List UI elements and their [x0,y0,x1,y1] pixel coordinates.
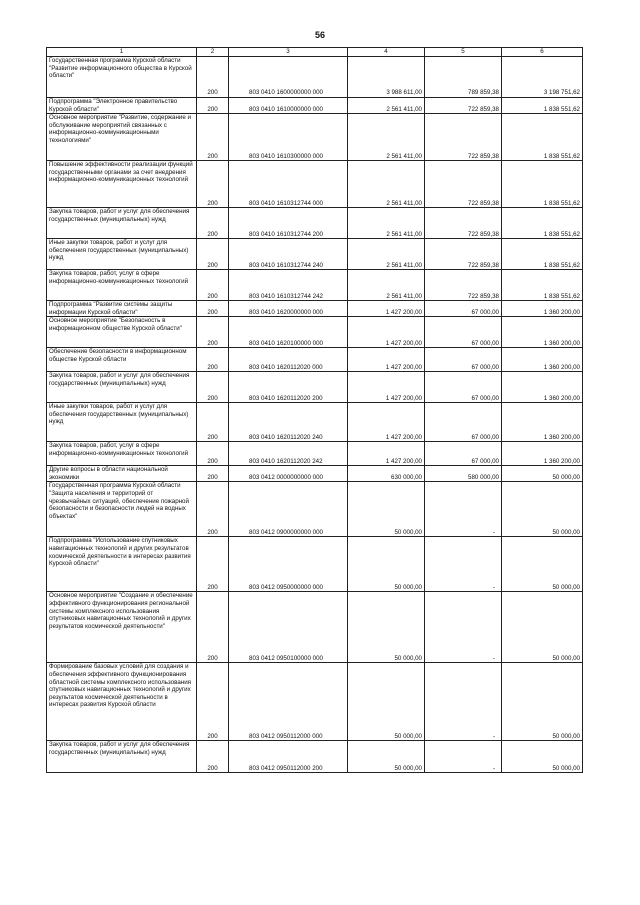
table-row [47,208,583,239]
row-value-col6: 1 360 200,00 [502,348,583,372]
row-name: Основное мероприятие "Создание и обеспечение эффективного функционирования региональной системы комплексного использования спутниковых навигационных технологий и других результатов космической деятельности" [47,592,197,663]
row-value-col5: - [425,741,502,773]
row-value-col4: 1 427 200,00 [348,317,425,348]
table-row [47,482,583,537]
row-name: Закупка товаров, работ, услуг в сфере информационно-коммуникационных технологий [47,442,197,466]
row-code-200: 200 [197,537,229,592]
row-value-col4: 2 561 411,00 [348,208,425,239]
row-code-200: 200 [197,372,229,403]
row-value-col6: 1 360 200,00 [502,301,583,317]
row-value-col6: 1 838 551,62 [502,208,583,239]
row-value-col5: 722 859,38 [425,270,502,301]
row-classification-code: 803 0410 1610312744 242 [229,270,348,301]
header-row [47,48,583,57]
row-name: Подпрограмма "Развитие системы защиты информации Курской области" [47,301,197,317]
row-classification-code: 803 0410 1610312744 240 [229,239,348,270]
row-value-col5: - [425,482,502,537]
row-code-200: 200 [197,403,229,442]
row-name: Закупка товаров, работ и услуг для обеспечения государственных (муниципальных) нужд [47,208,197,239]
row-value-col5: 67 000,00 [425,403,502,442]
row-value-col5: 722 859,38 [425,114,502,161]
table-row [47,114,583,161]
table-row [47,161,583,208]
row-classification-code: 803 0410 1620112020 200 [229,372,348,403]
row-value-col4: 2 561 411,00 [348,98,425,114]
row-value-col4: 3 988 611,00 [348,57,425,98]
row-value-col4: 2 561 411,00 [348,114,425,161]
row-name: Обеспечение безопасности в информационном обществе Курской области [47,348,197,372]
table-row [47,403,583,442]
row-value-col6: 1 360 200,00 [502,442,583,466]
row-value-col5: 67 000,00 [425,442,502,466]
row-value-col4: 1 427 200,00 [348,372,425,403]
row-value-col6: 3 198 751,62 [502,57,583,98]
table-row [47,741,583,773]
table-row [47,98,583,114]
row-value-col4: 50 000,00 [348,663,425,741]
row-value-col6: 1 360 200,00 [502,372,583,403]
row-name: Основное мероприятие "Безопасность в информационном обществе Курской области" [47,317,197,348]
row-name: Государственная программа Курской области "Защита населения и территорий от чрезвычайных ситуаций, обеспечение пожарной безопасности и безопасности людей на водных объектах" [47,482,197,537]
row-value-col5: 580 000,00 [425,466,502,482]
table-body [47,57,583,773]
row-value-col5: 67 000,00 [425,372,502,403]
row-code-200: 200 [197,348,229,372]
row-classification-code: 803 0410 1610312744 200 [229,208,348,239]
row-value-col5: - [425,663,502,741]
row-value-col4: 1 427 200,00 [348,301,425,317]
row-name: Закупка товаров, работ, услуг в сфере информационно-коммуникационных технологий [47,270,197,301]
table-row [47,537,583,592]
row-code-200: 200 [197,663,229,741]
page-number: 56 [314,30,325,40]
row-classification-code: 803 0412 0950112000 200 [229,741,348,773]
row-value-col5: - [425,592,502,663]
row-code-200: 200 [197,741,229,773]
row-value-col6: 1 838 551,62 [502,114,583,161]
row-value-col6: 50 000,00 [502,466,583,482]
row-value-col6: 50 000,00 [502,663,583,741]
row-value-col6: 1 360 200,00 [502,317,583,348]
row-classification-code: 803 0412 0900000000 000 [229,482,348,537]
row-value-col5: 67 000,00 [425,301,502,317]
row-value-col6: 1 838 551,62 [502,98,583,114]
row-code-200: 200 [197,239,229,270]
column-header-1: 1 [47,48,197,57]
row-classification-code: 803 0410 1600000000 000 [229,57,348,98]
row-value-col6: 50 000,00 [502,592,583,663]
row-code-200: 200 [197,592,229,663]
row-value-col4: 1 427 200,00 [348,403,425,442]
table-row [47,301,583,317]
row-code-200: 200 [197,301,229,317]
row-value-col5: 789 859,38 [425,57,502,98]
row-value-col4: 630 000,00 [348,466,425,482]
row-value-col4: 2 561 411,00 [348,239,425,270]
row-value-col4: 50 000,00 [348,592,425,663]
row-value-col5: 722 859,38 [425,208,502,239]
row-name: Закупка товаров, работ и услуг для обеспечения государственных (муниципальных) нужд [47,741,197,773]
row-value-col4: 2 561 411,00 [348,161,425,208]
column-header-4: 4 [348,48,425,57]
table-row [47,663,583,741]
table-row [47,592,583,663]
table-row [47,270,583,301]
row-value-col6: 50 000,00 [502,537,583,592]
row-code-200: 200 [197,114,229,161]
row-name: Повышение эффективности реализации функций государственными органами за счет внедрения информационно-коммуникационных технологий [47,161,197,208]
row-value-col4: 50 000,00 [348,482,425,537]
row-code-200: 200 [197,466,229,482]
row-name: Другие вопросы в области национальной экономики [47,466,197,482]
row-classification-code: 803 0412 0000000000 000 [229,466,348,482]
row-classification-code: 803 0410 1610300000 000 [229,114,348,161]
row-classification-code: 803 0412 0950112000 000 [229,663,348,741]
row-value-col6: 50 000,00 [502,741,583,773]
row-name: Подпрограмма "Электронное правительство Курской области" [47,98,197,114]
column-header-5: 5 [425,48,502,57]
row-name: Формирование базовых условий для создания и обеспечения эффективного функционирования областной системы комплексного использования спутниковых навигационных технологий и других результатов космической деятельности в интересах развития Курской области [47,663,197,741]
row-value-col6: 1 360 200,00 [502,403,583,442]
row-classification-code: 803 0412 0950100000 000 [229,592,348,663]
table-row [47,466,583,482]
row-classification-code: 803 0410 1620000000 000 [229,301,348,317]
row-code-200: 200 [197,98,229,114]
row-classification-code: 803 0410 1620100000 000 [229,317,348,348]
row-value-col5: 67 000,00 [425,317,502,348]
budget-table [46,47,583,773]
row-name: Основное мероприятие "Развитие, содержание и обслуживание мероприятий связанных с информационно-коммуникационными технологиями" [47,114,197,161]
table-header [47,48,583,57]
table-row [47,372,583,403]
row-code-200: 200 [197,57,229,98]
row-classification-code: 803 0410 1610000000 000 [229,98,348,114]
row-value-col5: 722 859,38 [425,98,502,114]
row-value-col4: 50 000,00 [348,741,425,773]
row-value-col4: 50 000,00 [348,537,425,592]
row-classification-code: 803 0410 1620112020 240 [229,403,348,442]
row-value-col6: 50 000,00 [502,482,583,537]
row-code-200: 200 [197,161,229,208]
table-row [47,348,583,372]
row-name: Иные закупки товаров, работ и услуг для обеспечения государственных (муниципальных) нужд [47,239,197,270]
row-code-200: 200 [197,482,229,537]
table-row [47,57,583,98]
row-value-col5: 722 859,38 [425,161,502,208]
row-code-200: 200 [197,208,229,239]
row-classification-code: 803 0410 1620112020 000 [229,348,348,372]
row-code-200: 200 [197,270,229,301]
row-name: Иные закупки товаров, работ и услуг для обеспечения государственных (муниципальных) нужд [47,403,197,442]
row-code-200: 200 [197,442,229,466]
table-row [47,239,583,270]
row-name: Подпрограмма "Использование спутниковых навигационных технологий и других результатов космической деятельности в интересах развития Курской области" [47,537,197,592]
table-row [47,442,583,466]
column-header-6: 6 [502,48,583,57]
row-value-col6: 1 838 551,62 [502,239,583,270]
row-value-col5: 67 000,00 [425,348,502,372]
row-value-col6: 1 838 551,62 [502,161,583,208]
row-value-col5: 722 859,38 [425,239,502,270]
row-classification-code: 803 0410 1620112020 242 [229,442,348,466]
column-header-3: 3 [229,48,348,57]
row-value-col5: - [425,537,502,592]
row-code-200: 200 [197,317,229,348]
row-value-col4: 1 427 200,00 [348,348,425,372]
column-header-2: 2 [197,48,229,57]
row-classification-code: 803 0412 0950000000 000 [229,537,348,592]
row-value-col4: 1 427 200,00 [348,442,425,466]
row-value-col6: 1 838 551,62 [502,270,583,301]
row-name: Государственная программа Курской области "Развитие информационного общества в Курской области" [47,57,197,98]
table-row [47,317,583,348]
row-classification-code: 803 0410 1610312744 000 [229,161,348,208]
row-name: Закупка товаров, работ и услуг для обеспечения государственных (муниципальных) нужд [47,372,197,403]
row-value-col4: 2 561 411,00 [348,270,425,301]
